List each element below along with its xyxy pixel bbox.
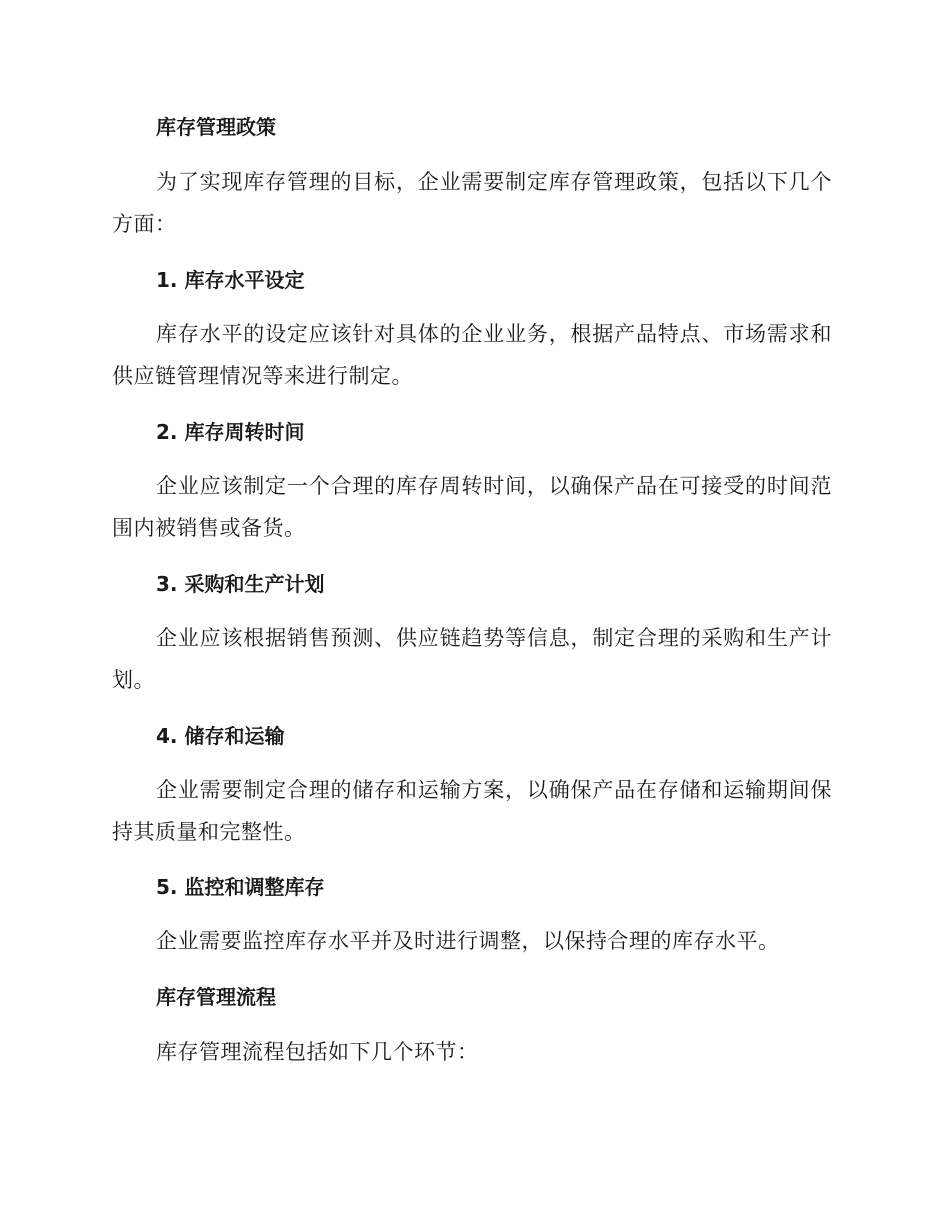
- item-title-3: 3. 采购和生产计划: [156, 572, 325, 596]
- section-intro-paragraph: 为了实现库存管理的目标，企业需要制定库存管理政策，包括以下几个方面：: [112, 170, 832, 236]
- section-title-inventory-policy: 库存管理政策: [156, 115, 276, 139]
- item-body-3: 企业应该根据销售预测、供应链趋势等信息，制定合理的采购和生产计划。: [112, 626, 832, 692]
- item-body-2: 企业应该制定一个合理的库存周转时间，以确保产品在可接受的时间范围内被销售或备货。: [112, 474, 832, 540]
- item-title-2: 2. 库存周转时间: [156, 420, 305, 444]
- section2-intro-paragraph: 库存管理流程包括如下几个环节：: [156, 1040, 479, 1064]
- item-title-4: 4. 储存和运输: [156, 724, 285, 748]
- section-title-inventory-process: 库存管理流程: [156, 985, 276, 1009]
- item-body-4: 企业需要制定合理的储存和运输方案，以确保产品在存储和运输期间保持其质量和完整性。: [112, 778, 832, 844]
- item-title-5: 5. 监控和调整库存: [156, 875, 325, 899]
- item-body-1: 库存水平的设定应该针对具体的企业业务，根据产品特点、市场需求和供应链管理情况等来进行制定。: [112, 322, 832, 388]
- item-body-5: 企业需要监控库存水平并及时进行调整，以保持合理的库存水平。: [156, 929, 780, 953]
- item-title-1: 1. 库存水平设定: [156, 268, 305, 292]
